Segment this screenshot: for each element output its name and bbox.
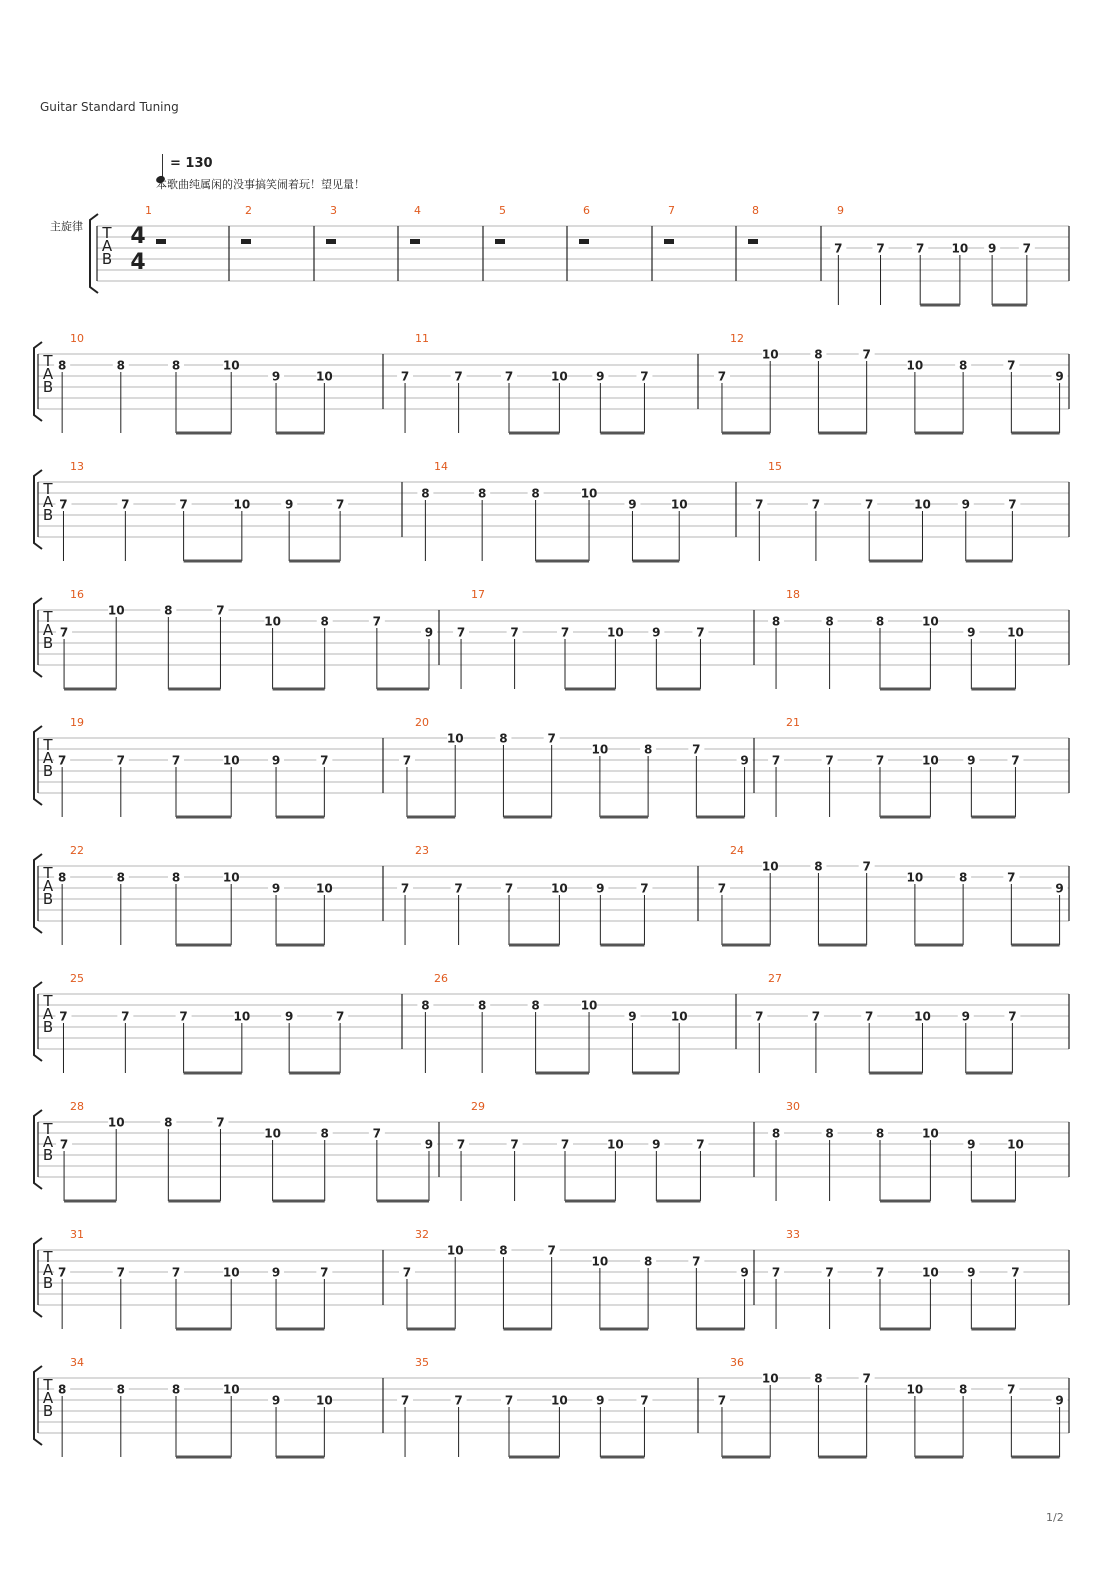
fret-number: 9 [1055,881,1064,896]
fret-number: 10 [107,1115,125,1130]
fret-number: 7 [692,1254,701,1269]
fret-number: 7 [1011,753,1020,768]
fret-number: 9 [1055,369,1064,384]
fret-number: 9 [961,1009,970,1024]
tab-clef-letter: A [42,621,54,639]
whole-rest-icon [410,239,420,244]
fret-number: 7 [121,1009,130,1024]
fret-number: 8 [643,742,653,757]
fret-number: 10 [222,1382,240,1397]
fret-number: 9 [596,881,605,896]
fret-number: 9 [628,1009,637,1024]
fret-number: 9 [284,1009,294,1024]
fret-number: 8 [421,486,430,501]
tab-clef-letter: T [102,224,112,242]
fret-number: 7 [865,1009,874,1024]
measure-number: 31 [70,1228,84,1241]
fret-number: 7 [1007,1382,1016,1397]
fret-number: 8 [875,614,885,629]
fret-number: 10 [222,753,240,768]
fret-number: 7 [400,1393,410,1408]
tab-clef-letter: T [43,608,53,626]
fret-number: 10 [922,614,939,629]
fret-number: 7 [504,1393,514,1408]
tab-clef-letter: T [43,1120,53,1138]
tab-clef-letter: B [42,378,54,396]
fret-number: 8 [958,870,968,885]
fret-number: 9 [967,1137,976,1152]
tab-clef-letter: T [43,1376,53,1394]
fret-number: 8 [171,358,181,373]
fret-number: 7 [335,497,345,512]
fret-number: 7 [696,1137,705,1152]
fret-number: 7 [116,1265,125,1280]
instrument-name: 主旋律 [50,220,83,233]
fret-number: 8 [531,486,540,501]
fret-number: 10 [233,497,251,512]
fret-number: 8 [531,998,540,1013]
fret-number: 10 [922,1126,939,1141]
fret-number: 7 [717,369,727,384]
tab-clef-letter: A [42,1133,54,1151]
fret-number: 7 [456,1137,466,1152]
fret-number: 7 [547,731,556,746]
fret-number: 7 [811,497,821,512]
fret-number: 9 [652,625,661,640]
fret-number: 9 [987,241,997,256]
fret-number: 7 [825,1265,834,1280]
whole-rest-icon [748,239,758,244]
measure-number: 25 [70,972,84,985]
fret-number: 9 [652,1137,661,1152]
fret-number: 10 [906,358,924,373]
fret-number: 7 [510,625,519,640]
fret-number: 10 [315,881,333,896]
measure-number: 16 [70,588,84,601]
fret-number: 7 [755,497,764,512]
fret-number: 7 [1011,1265,1020,1280]
fret-number: 7 [876,241,885,256]
fret-number: 7 [717,1393,727,1408]
fret-number: 8 [814,859,823,874]
fret-number: 10 [1007,625,1024,640]
fret-number: 8 [320,614,329,629]
measure-number: 26 [434,972,448,985]
measure-number: 21 [786,716,800,729]
fret-number: 10 [914,497,931,512]
fret-number: 10 [107,603,125,618]
fret-number: 7 [834,241,843,256]
fret-number: 8 [171,1382,181,1397]
measure-number: 6 [583,204,590,217]
fret-number: 7 [825,753,834,768]
fret-number: 7 [1007,358,1016,373]
measure-number: 10 [70,332,84,345]
fret-number: 7 [1008,497,1017,512]
fret-number: 7 [121,497,130,512]
tuning-label: Guitar Standard Tuning [40,100,179,114]
fret-number: 10 [951,241,969,256]
fret-number: 10 [607,1137,624,1152]
fret-number: 7 [560,625,570,640]
measure-number: 29 [471,1100,485,1113]
tab-clef-letter: B [42,1274,54,1292]
fret-number: 7 [216,603,225,618]
fret-number: 8 [477,486,487,501]
fret-number: 9 [628,497,637,512]
fret-number: 8 [643,1254,653,1269]
fret-number: 8 [814,1371,823,1386]
fret-number: 7 [1007,870,1016,885]
fret-number: 9 [967,1265,976,1280]
tab-clef-letter: B [42,506,54,524]
page-number: 1/2 [1046,1511,1064,1524]
fret-number: 10 [761,1371,779,1386]
fret-number: 10 [264,614,281,629]
fret-number: 8 [814,347,823,362]
fret-number: 9 [961,497,970,512]
measure-number: 11 [415,332,429,345]
measure-number: 3 [330,204,337,217]
tempo-marking: = 130 [170,156,213,171]
tab-clef-letter: A [42,1261,54,1279]
tab-clef-letter: A [42,1005,54,1023]
time-signature-top: 4 [130,224,146,249]
measure-number: 19 [70,716,84,729]
fret-number: 10 [222,358,240,373]
fret-number: 10 [551,369,568,384]
fret-number: 8 [477,998,487,1013]
fret-number: 7 [504,881,514,896]
measure-number: 33 [786,1228,800,1241]
fret-number: 7 [372,1126,382,1141]
fret-number: 9 [424,625,434,640]
tab-clef-letter: T [43,864,53,882]
measure-number: 17 [471,588,485,601]
fret-number: 9 [271,1393,281,1408]
fret-number: 8 [958,1382,968,1397]
fret-number: 10 [222,870,240,885]
tab-clef-letter: A [42,749,54,767]
fret-number: 7 [560,1137,570,1152]
fret-number: 10 [264,1126,281,1141]
fret-number: 8 [164,1115,173,1130]
fret-number: 10 [670,1009,688,1024]
fret-number: 7 [811,1009,821,1024]
fret-number: 7 [875,753,885,768]
tab-clef-letter: B [42,1018,54,1036]
fret-number: 7 [57,753,67,768]
fret-number: 7 [865,497,874,512]
fret-number: 7 [116,753,125,768]
fret-number: 10 [670,497,688,512]
fret-number: 7 [320,1265,329,1280]
fret-number: 8 [771,1126,781,1141]
fret-number: 8 [57,358,67,373]
fret-number: 7 [916,241,925,256]
fret-number: 9 [967,625,976,640]
measure-number: 13 [70,460,84,473]
fret-number: 7 [59,497,68,512]
fret-number: 7 [875,1265,885,1280]
fret-number: 7 [862,859,871,874]
fret-number: 9 [271,369,281,384]
fret-number: 7 [171,753,181,768]
fret-number: 10 [591,742,609,757]
fret-number: 9 [271,753,281,768]
measure-number: 28 [70,1100,84,1113]
fret-number: 7 [862,1371,871,1386]
fret-number: 7 [59,1009,68,1024]
tab-clef-letter: B [42,1402,54,1420]
fret-number: 10 [446,731,464,746]
fret-number: 9 [424,1137,434,1152]
fret-number: 7 [862,347,871,362]
tab-clef-letter: A [42,365,54,383]
fret-number: 8 [771,614,781,629]
measure-number: 12 [730,332,744,345]
whole-rest-icon [156,239,166,244]
fret-number: 7 [179,1009,188,1024]
fret-number: 8 [116,358,125,373]
score-text-annotation: 本歌曲纯属闲的没事搞笑闹着玩！望见量！ [156,178,365,191]
fret-number: 7 [372,614,382,629]
fret-number: 7 [547,1243,556,1258]
fret-number: 8 [116,870,125,885]
fret-number: 10 [446,1243,464,1258]
fret-number: 8 [116,1382,125,1397]
fret-number: 7 [692,742,701,757]
measure-number: 1 [145,204,152,217]
tab-clef-letter: T [43,1248,53,1266]
fret-number: 7 [696,625,705,640]
measure-number: 22 [70,844,84,857]
fret-number: 10 [607,625,624,640]
tab-clef-letter: B [42,890,54,908]
fret-number: 7 [402,1265,412,1280]
fret-number: 7 [1022,241,1032,256]
fret-number: 7 [454,1393,463,1408]
measure-number: 9 [837,204,844,217]
fret-number: 8 [499,1243,508,1258]
fret-number: 7 [57,1265,67,1280]
fret-number: 8 [825,1126,834,1141]
fret-number: 7 [456,625,466,640]
fret-number: 10 [761,347,779,362]
whole-rest-icon [579,239,589,244]
measure-number: 5 [499,204,506,217]
tab-clef-letter: B [42,1146,54,1164]
fret-number: 10 [914,1009,931,1024]
fret-number: 8 [421,998,430,1013]
fret-number: 7 [771,753,781,768]
fret-number: 9 [740,1265,749,1280]
fret-number: 9 [596,369,605,384]
fret-number: 7 [510,1137,519,1152]
fret-number: 8 [825,614,834,629]
fret-number: 7 [400,881,410,896]
fret-number: 7 [59,625,69,640]
fret-number: 9 [284,497,294,512]
fret-number: 9 [1055,1393,1064,1408]
measure-number: 14 [434,460,448,473]
measure-number: 2 [245,204,252,217]
fret-number: 9 [596,1393,605,1408]
measure-number: 15 [768,460,782,473]
fret-number: 10 [551,1393,568,1408]
fret-number: 8 [958,358,968,373]
tab-clef-letter: T [43,992,53,1010]
whole-rest-icon [495,239,505,244]
fret-number: 8 [57,1382,67,1397]
fret-number: 7 [771,1265,781,1280]
tab-clef-letter: T [43,352,53,370]
tab-clef-letter: A [42,877,54,895]
whole-rest-icon [326,239,336,244]
whole-rest-icon [664,239,674,244]
measure-number: 36 [730,1356,744,1369]
fret-number: 10 [233,1009,251,1024]
fret-number: 7 [179,497,188,512]
tab-clef-letter: A [42,1389,54,1407]
fret-number: 10 [580,486,598,501]
measure-number: 4 [414,204,421,217]
fret-number: 10 [315,369,333,384]
fret-number: 9 [271,881,281,896]
tab-clef-letter: B [42,762,54,780]
fret-number: 7 [320,753,329,768]
fret-number: 10 [222,1265,240,1280]
measure-number: 32 [415,1228,429,1241]
measure-number: 18 [786,588,800,601]
fret-number: 7 [171,1265,181,1280]
whole-rest-icon [241,239,251,244]
fret-number: 9 [271,1265,281,1280]
fret-number: 9 [740,753,749,768]
fret-number: 10 [761,859,779,874]
fret-number: 7 [59,1137,69,1152]
fret-number: 7 [640,1393,649,1408]
measure-number: 27 [768,972,782,985]
tab-clef-letter: A [42,493,54,511]
fret-number: 10 [315,1393,333,1408]
fret-number: 7 [640,881,649,896]
tab-clef-letter: T [43,480,53,498]
tab-clef-letter: B [42,634,54,652]
fret-number: 8 [875,1126,885,1141]
measure-number: 34 [70,1356,84,1369]
fret-number: 10 [922,753,939,768]
fret-number: 7 [454,881,463,896]
fret-number: 7 [640,369,649,384]
measure-number: 7 [668,204,675,217]
fret-number: 7 [400,369,410,384]
fret-number: 8 [164,603,173,618]
fret-number: 7 [1008,1009,1017,1024]
fret-number: 7 [335,1009,345,1024]
measure-number: 20 [415,716,429,729]
fret-number: 7 [755,1009,764,1024]
fret-number: 7 [402,753,412,768]
fret-number: 8 [499,731,508,746]
fret-number: 7 [504,369,514,384]
fret-number: 10 [922,1265,939,1280]
measure-number: 35 [415,1356,429,1369]
fret-number: 9 [967,753,976,768]
measure-number: 8 [752,204,759,217]
measure-number: 24 [730,844,744,857]
fret-number: 7 [454,369,463,384]
time-signature-bottom: 4 [130,250,146,275]
fret-number: 7 [717,881,727,896]
fret-number: 8 [171,870,181,885]
tab-clef-letter: A [101,237,113,255]
tab-clef-letter: B [101,250,113,268]
fret-number: 7 [216,1115,225,1130]
tab-clef-letter: T [43,736,53,754]
fret-number: 10 [906,870,924,885]
fret-number: 10 [591,1254,609,1269]
fret-number: 10 [551,881,568,896]
fret-number: 10 [580,998,598,1013]
fret-number: 10 [906,1382,924,1397]
fret-number: 8 [57,870,67,885]
fret-number: 10 [1007,1137,1024,1152]
measure-number: 30 [786,1100,800,1113]
measure-number: 23 [415,844,429,857]
fret-number: 8 [320,1126,329,1141]
